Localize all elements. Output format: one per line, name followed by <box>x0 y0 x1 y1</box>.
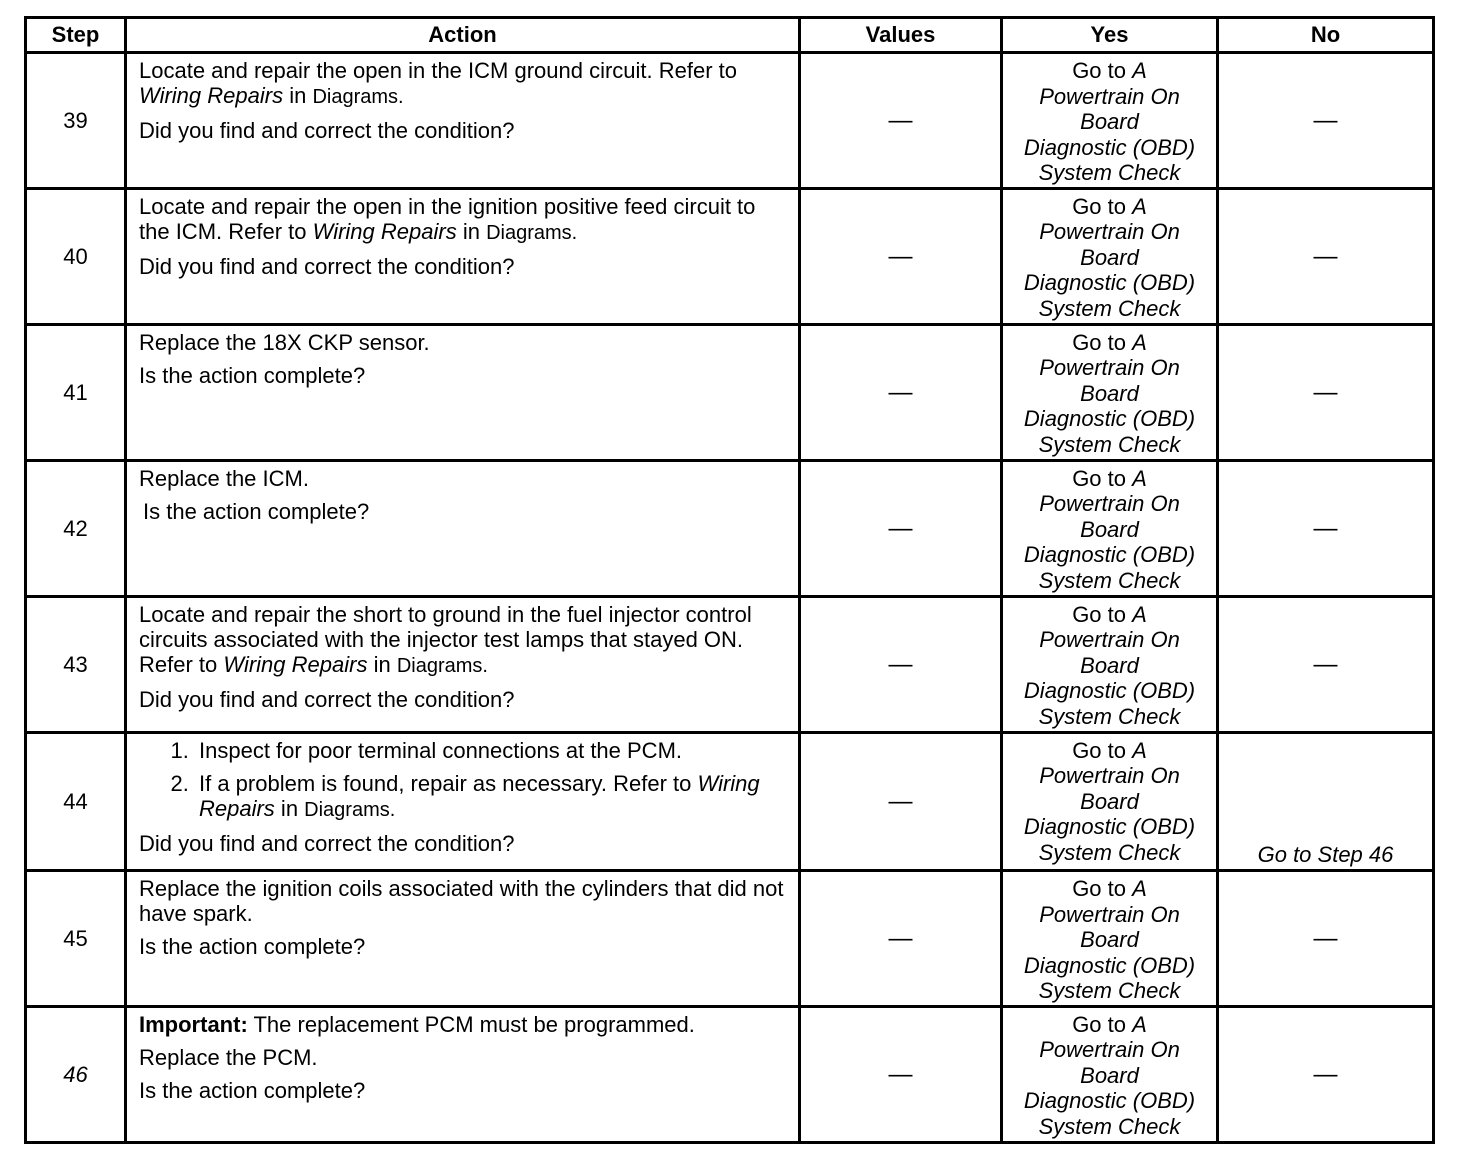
table-row <box>26 460 1434 596</box>
values-cell: — <box>800 188 1002 324</box>
values-cell: — <box>800 871 1002 1007</box>
diagrams-ref: Diagrams. <box>304 798 396 821</box>
action-question: Did you find and correct the condition? <box>139 253 515 279</box>
action-cell <box>126 1006 800 1142</box>
diagrams-ref: Diagrams. <box>486 221 578 244</box>
wiring-repairs-ref: Wiring Repairs <box>223 651 368 677</box>
action-step-2: 2. If a problem is found, repair as necessary. Refer to Wiring Repairs in Diagrams. <box>195 771 788 823</box>
action-text: Replace the ignition coils associated with the cylinders that did not have spark. <box>139 876 784 927</box>
no-cell: — <box>1218 53 1434 189</box>
table-row <box>26 188 1434 324</box>
wiring-repairs-ref: Wiring Repairs <box>199 770 760 821</box>
yes-cell: Go to A Powertrain On Board Diagnostic (OBD) System Check <box>1002 1006 1218 1142</box>
no-cell: — <box>1218 871 1434 1007</box>
action-question: Did you find and correct the condition? <box>139 686 515 712</box>
table-row <box>26 871 1434 1007</box>
header-yes: Yes <box>1002 18 1218 53</box>
no-cell: — <box>1218 324 1434 460</box>
values-cell: — <box>800 324 1002 460</box>
table-row <box>26 596 1434 732</box>
header-values: Values <box>800 18 1002 53</box>
diagnostic-table <box>24 16 1435 1144</box>
action-steps-list <box>139 738 788 823</box>
step-number: 40 <box>26 188 126 324</box>
values-cell: — <box>800 596 1002 732</box>
table-row <box>26 732 1434 870</box>
action-cell <box>126 324 800 460</box>
action-text: Replace the 18X CKP sensor. <box>139 329 430 355</box>
step-number: 45 <box>26 871 126 1007</box>
values-cell: — <box>800 732 1002 870</box>
action-cell <box>126 188 800 324</box>
step-number: 43 <box>26 596 126 732</box>
table-row <box>26 324 1434 460</box>
step-number: 39 <box>26 53 126 189</box>
no-cell: — <box>1218 596 1434 732</box>
values-cell: — <box>800 460 1002 596</box>
action-cell <box>126 871 800 1007</box>
wiring-repairs-ref: Wiring Repairs <box>139 83 284 108</box>
header-no: No <box>1218 18 1434 53</box>
action-text: Locate and repair the short to ground in the fuel injector control circuits associated with the injector test lamps that stayed ON. Refer to Wiring Repairs in Diagrams. <box>139 601 752 677</box>
header-action: Action <box>126 18 800 53</box>
header-step: Step <box>26 18 126 53</box>
action-question: Did you find and correct the condition? <box>139 118 515 143</box>
important-note: Important: The replacement PCM must be programmed. <box>139 1011 695 1037</box>
action-question: Is the action complete? <box>139 362 366 388</box>
values-cell: — <box>800 1006 1002 1142</box>
action-cell <box>126 460 800 596</box>
action-cell <box>126 53 800 189</box>
table-row <box>26 53 1434 189</box>
action-question: Did you find and correct the condition? <box>139 830 515 856</box>
action-text: Replace the PCM. <box>139 1044 318 1070</box>
wiring-repairs-ref: Wiring Repairs <box>312 218 457 244</box>
step-number: 41 <box>26 324 126 460</box>
action-question: Is the action complete? <box>139 934 366 960</box>
action-cell <box>126 596 800 732</box>
no-cell: — <box>1218 460 1434 596</box>
action-text: Replace the ICM. <box>139 465 309 491</box>
action-step-1: 1. Inspect for poor terminal connections at the PCM. <box>195 738 788 763</box>
step-number: 46 <box>26 1006 126 1142</box>
step-number: 42 <box>26 460 126 596</box>
no-cell-goto-step-46: Go to Step 46 <box>1218 732 1434 870</box>
action-question: Is the action complete? <box>139 1077 366 1103</box>
important-label: Important: <box>139 1011 248 1037</box>
yes-cell: Go to A Powertrain On Board Diagnostic (OBD) System Check <box>1002 732 1218 870</box>
action-text: Locate and repair the open in the ignition positive feed circuit to the ICM. Refer to Wiring Repairs in Diagrams. <box>139 193 756 244</box>
no-cell: — <box>1218 1006 1434 1142</box>
no-cell: — <box>1218 188 1434 324</box>
yes-cell: Go to A Powertrain On Board Diagnostic (OBD) System Check <box>1002 188 1218 324</box>
action-question: Is the action complete? <box>143 498 370 524</box>
yes-cell: Go to A Powertrain On Board Diagnostic (OBD) System Check <box>1002 53 1218 189</box>
values-cell: — <box>800 53 1002 189</box>
yes-cell: Go to A Powertrain On Board Diagnostic (OBD) System Check <box>1002 324 1218 460</box>
diagrams-ref: Diagrams. <box>312 86 404 108</box>
table-row <box>26 1006 1434 1142</box>
yes-cell: Go to A Powertrain On Board Diagnostic (OBD) System Check <box>1002 871 1218 1007</box>
diagrams-ref: Diagrams. <box>396 654 488 677</box>
step-number: 44 <box>26 732 126 870</box>
action-text: Locate and repair the open in the ICM ground circuit. Refer to Wiring Repairs in Diagrams. <box>139 58 738 108</box>
action-cell <box>126 732 800 870</box>
yes-cell: Go to A Powertrain On Board Diagnostic (OBD) System Check <box>1002 460 1218 596</box>
table-header-row <box>26 18 1434 53</box>
yes-cell: Go to A Powertrain On Board Diagnostic (OBD) System Check <box>1002 596 1218 732</box>
